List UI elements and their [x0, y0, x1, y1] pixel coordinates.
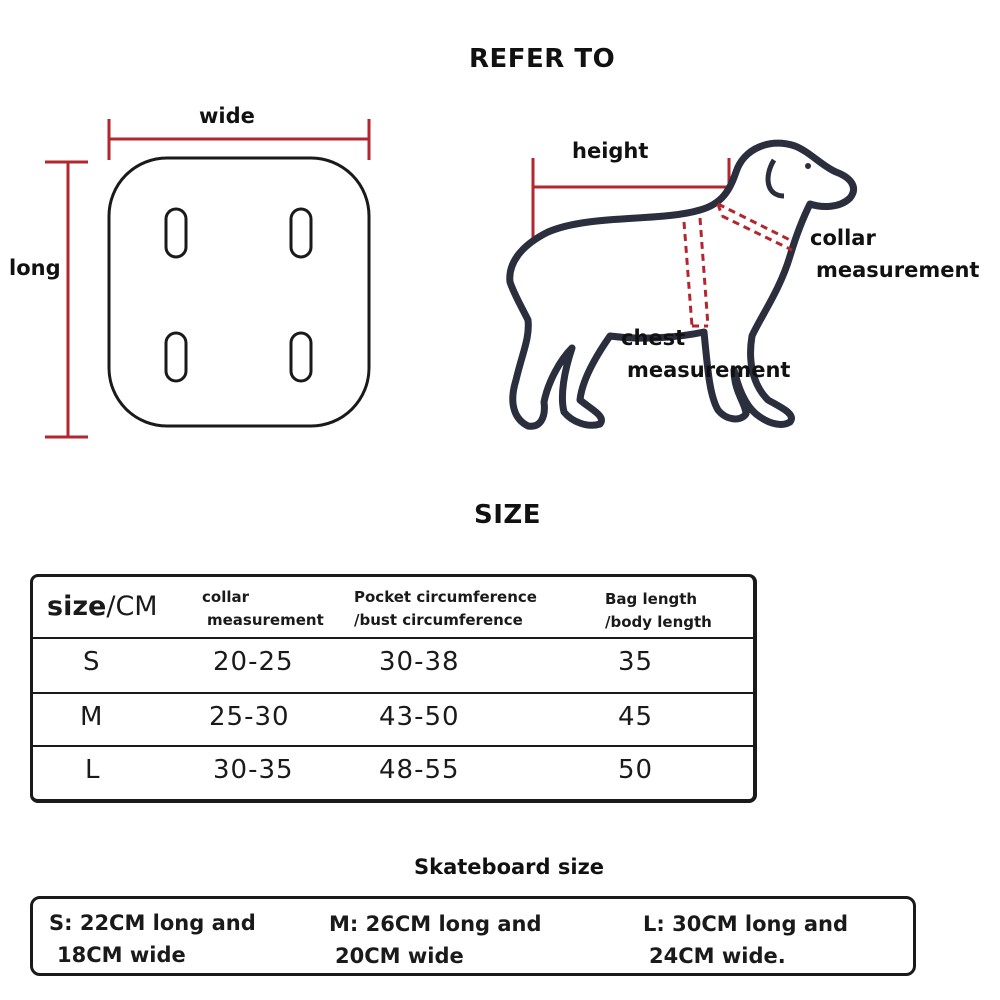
table-cell-bag: 50: [618, 755, 654, 785]
table-divider: [33, 692, 753, 694]
skateboard-m-line-2: 20CM wide: [335, 944, 464, 968]
table-cell-size: S: [83, 647, 101, 677]
collar-label-line-1: collar: [810, 226, 876, 250]
skateboard-size-title: Skateboard size: [414, 855, 605, 879]
skateboard-l-line-2: 24CM wide.: [649, 944, 786, 968]
table-header-bag: [605, 588, 712, 634]
chest-measurement-label: [621, 322, 790, 386]
table-cell-collar: 20-25: [213, 647, 294, 677]
table-cell-pocket: 43-50: [379, 702, 460, 732]
dog-eye-icon: [805, 163, 811, 169]
collar-label-line-2: measurement: [816, 258, 980, 282]
header-bag-line-2: /body length: [605, 613, 712, 631]
skateboard-m-line-1: M: 26CM long and: [329, 912, 542, 936]
refer-to-title: REFER TO: [469, 44, 616, 74]
table-divider: [33, 637, 753, 639]
wide-label: wide: [199, 104, 255, 128]
header-bag-line-1: Bag length: [605, 590, 698, 608]
collar-measurement-label: [810, 222, 979, 286]
skateboard-s-line-1: S: 22CM long and: [49, 911, 256, 935]
chest-label-line-2: measurement: [627, 358, 791, 382]
table-header-collar: [202, 586, 324, 632]
header-size-unit: /CM: [106, 591, 158, 622]
header-collar-line-2: measurement: [207, 611, 324, 629]
table-divider: [33, 745, 753, 747]
header-pocket-line-2: /bust circumference: [354, 611, 523, 629]
table-cell-size: M: [80, 702, 104, 732]
table-header-size: [47, 591, 158, 622]
long-label: long: [9, 256, 61, 280]
size-title: SIZE: [474, 500, 542, 530]
height-label: height: [572, 139, 649, 163]
table-cell-size: L: [85, 755, 101, 785]
skateboard-s-line-2: 18CM wide: [57, 943, 186, 967]
skateboard-l-line-1: L: 30CM long and: [643, 912, 849, 936]
header-pocket-line-1: Pocket circumference: [354, 588, 537, 606]
size-table: [30, 574, 757, 803]
table-cell-bag: 45: [618, 702, 654, 732]
skateboard-size-l: [643, 908, 848, 972]
table-header-pocket: [354, 586, 537, 632]
skateboard-size-box: [30, 896, 916, 976]
table-cell-collar: 25-30: [209, 702, 290, 732]
header-collar-line-1: collar: [202, 588, 249, 606]
table-cell-pocket: 48-55: [379, 755, 460, 785]
table-cell-bag: 35: [618, 647, 654, 677]
chest-label-line-1: chest: [621, 326, 686, 350]
table-cell-pocket: 30-38: [379, 647, 460, 677]
skateboard-size-m: [329, 908, 542, 972]
table-cell-collar: 30-35: [213, 755, 294, 785]
skateboard-size-s: [49, 907, 256, 971]
header-size-word: size: [47, 591, 107, 622]
